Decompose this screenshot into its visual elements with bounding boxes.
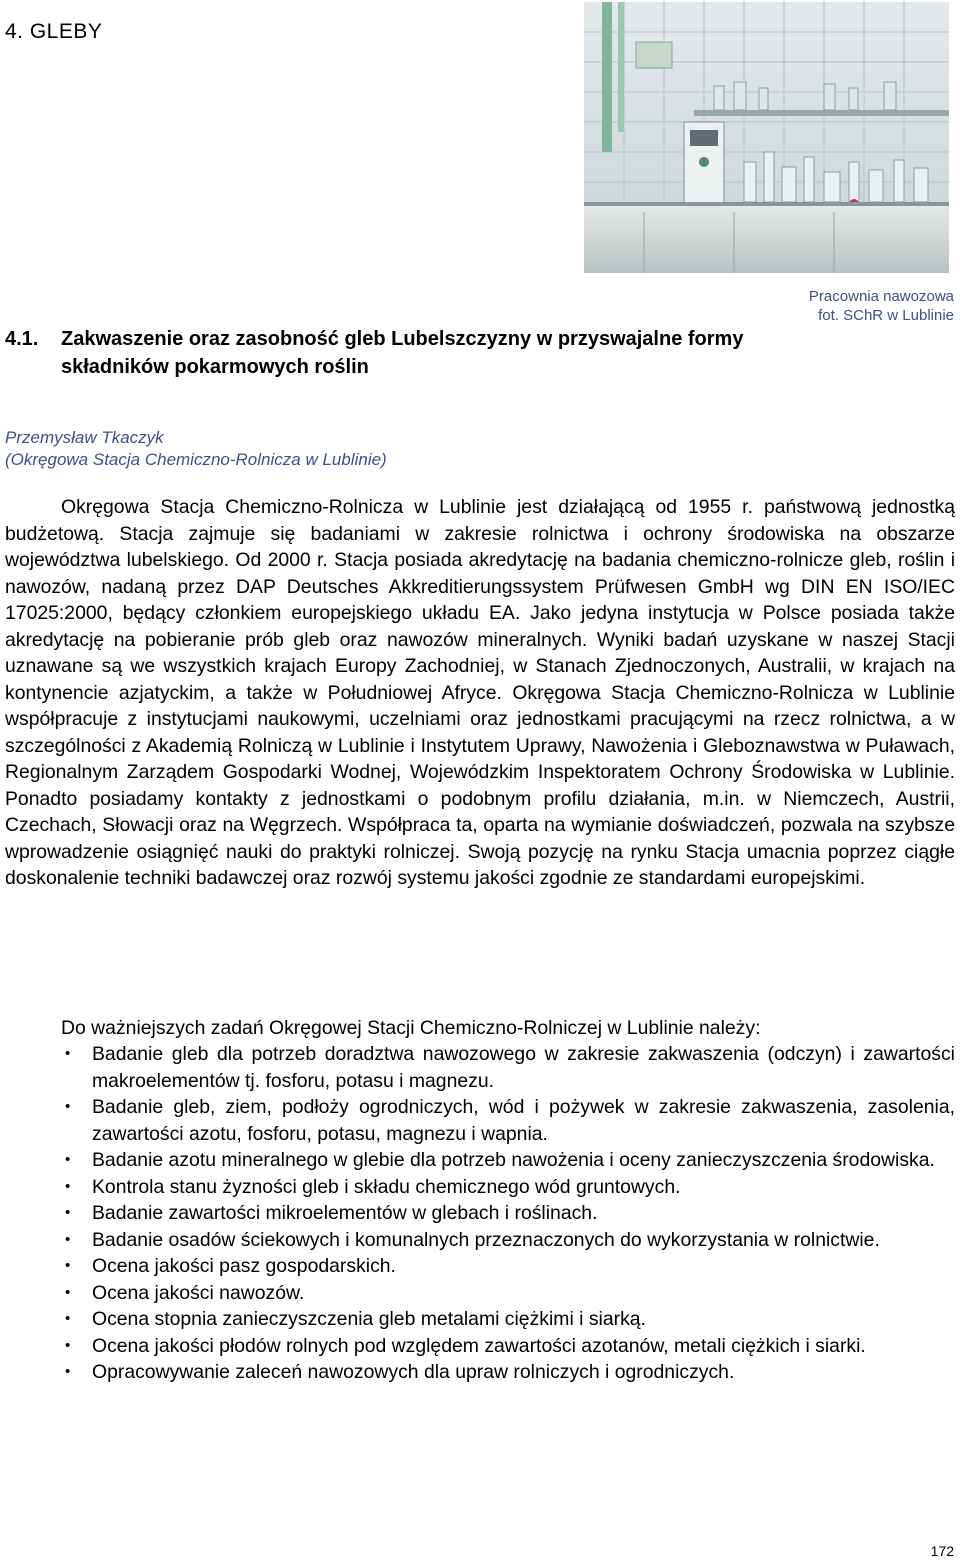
section-number: 4.1. (5, 328, 39, 350)
list-item (5, 1094, 955, 1147)
list-item-text: Kontrola stanu żyzności gleb i składu chemicznego wód gruntowych. (92, 1175, 681, 1198)
list-item (5, 1200, 955, 1227)
task-list (5, 1041, 955, 1386)
list-item (5, 1333, 955, 1360)
body-text (5, 494, 955, 892)
list-item (5, 1174, 955, 1201)
author-block (5, 427, 387, 471)
bullet-icon: • (65, 1098, 71, 1115)
page-number: 172 (930, 1543, 954, 1559)
author-affiliation: (Okręgowa Stacja Chemiczno-Rolnicza w Lublinie) (5, 450, 387, 469)
list-item-text: Badanie osadów ściekowych i komunalnych przeznaczonych do wykorzystania w rolnictwie. (92, 1228, 880, 1251)
bullet-icon: • (65, 1336, 71, 1354)
list-item-text: Ocena jakości nawozów. (92, 1281, 305, 1304)
list-item (5, 1280, 955, 1307)
bullet-icon: • (65, 1283, 71, 1301)
bullet-icon: • (65, 1310, 71, 1327)
list-item (5, 1041, 955, 1094)
list-item (5, 1147, 955, 1174)
list-item-text: Badanie gleb, ziem, podłoży ogrodniczych, wód i pożywek w zakresie zakwaszenia, zasolenia, zawartości azotu, fosforu, potasu, magnezu i wapnia. (92, 1096, 955, 1145)
list-item (5, 1359, 955, 1386)
list-item-text: Badanie gleb dla potrzeb doradztwa nawozowego w zakresie zakwaszenia (odczyn) i zawartości makroelementów tj. fosforu, potasu i magnezu. (92, 1043, 955, 1092)
list-item (5, 1227, 955, 1254)
photo-caption-credit: fot. SChR w Lublinie (818, 307, 954, 324)
laboratory-photo (584, 2, 949, 273)
bullet-icon: • (65, 1230, 71, 1248)
tasks-intro: Do ważniejszych zadań Okręgowej Stacji Chemiczno-Rolniczej w Lublinie należy: (61, 1017, 761, 1039)
section-title-line2: składników pokarmowych roślin (61, 356, 369, 378)
list-item (5, 1306, 955, 1333)
laboratory-photo-illustration (584, 2, 949, 273)
author-name: Przemysław Tkaczyk (5, 428, 164, 447)
photo-caption (809, 287, 954, 325)
list-item-text: Opracowywanie zaleceń nawozowych dla upraw rolniczych i ogrodniczych. (92, 1361, 735, 1383)
section-title-line1: Zakwaszenie oraz zasobność gleb Lubelszczyzny w przyswajalne formy (61, 328, 744, 350)
chapter-title: 4. GLEBY (5, 20, 103, 43)
bullet-icon: • (65, 1257, 71, 1274)
bullet-icon: • (65, 1177, 71, 1195)
list-item-text: Ocena jakości pasz gospodarskich. (92, 1255, 396, 1277)
list-item-text: Ocena jakości płodów rolnych pod względem zawartości azotanów, metali ciężkich i siarki. (92, 1334, 866, 1357)
list-item-text: Badanie zawartości mikroelementów w glebach i roślinach. (92, 1202, 598, 1224)
list-item (5, 1253, 955, 1280)
bullet-icon: • (65, 1204, 71, 1221)
list-item-text: Ocena stopnia zanieczyszczenia gleb metalami ciężkimi i siarką. (92, 1308, 646, 1330)
bullet-icon: • (65, 1363, 71, 1380)
body-paragraph: Okręgowa Stacja Chemiczno-Rolnicza w Lublinie jest działającą od 1955 r. państwową jednostką budżetową. Stacja zajmuje się badaniami w zakresie rolnictwa i ochrony środowiska na obszarze województwa lubelskiego. Od 2000 r. Stacja posiada akredytację na badania chemiczno-rolnicze gleb, roślin i nawozów, nadaną przez DAP Deutsches Akkreditierungssystem Prüfwesen GmbH wg DIN EN ISO/IEC 17025:2000, będący członkiem europejskiego układu EA. Jako jedyna instytucja w Polsce posiada także akredytację na pobieranie prób gleb oraz nawozów mineralnych. Wyniki badań uzyskane w naszej Stacji uznawane są we wszystkich krajach Europy Zachodniej, w Stanach Zjednoczonych, Australii, w krajach na kontynencie azjatyckim, a także w Południowej Afryce. Okręgowa Stacja Chemiczno-Rolnicza w Lublinie współpracuje z instytucjami naukowymi, uczelniami oraz jednostkami pracującymi na rzecz rolnictwa, a w szczególności z Akademią Rolniczą w Lublinie i Instytutem Uprawy, Nawożenia i Gleboznawstwa w Puławach, Regionalnym Zarządem Gospodarki Wodnej, Wojewódzkim Inspektoratem Ochrony Środowiska w Lublinie. Ponadto posiadamy kontakty z jednostkami o podobnym profilu działania, m.in. w Niemczech, Austrii, Czechach, Słowacji oraz na Węgrzech. Współpraca ta, oparta na wymianie doświadczeń, pozwala na szybsze wprowadzenie osiągnięć nauki do praktyki rolniczej. Swoją pozycję na rynku Stacja umacnia poprzez ciągłe doskonalenie techniki badawczej oraz rozwój systemu jakości zgodnie ze standardami europejskimi. (5, 496, 955, 889)
photo-caption-title: Pracownia nawozowa (808, 288, 954, 305)
bullet-icon: • (65, 1151, 71, 1168)
bullet-icon: • (65, 1045, 71, 1062)
section-heading (5, 325, 885, 381)
list-item-text: Badanie azotu mineralnego w glebie dla potrzeb nawożenia i oceny zanieczyszczenia środowiska. (92, 1149, 935, 1171)
